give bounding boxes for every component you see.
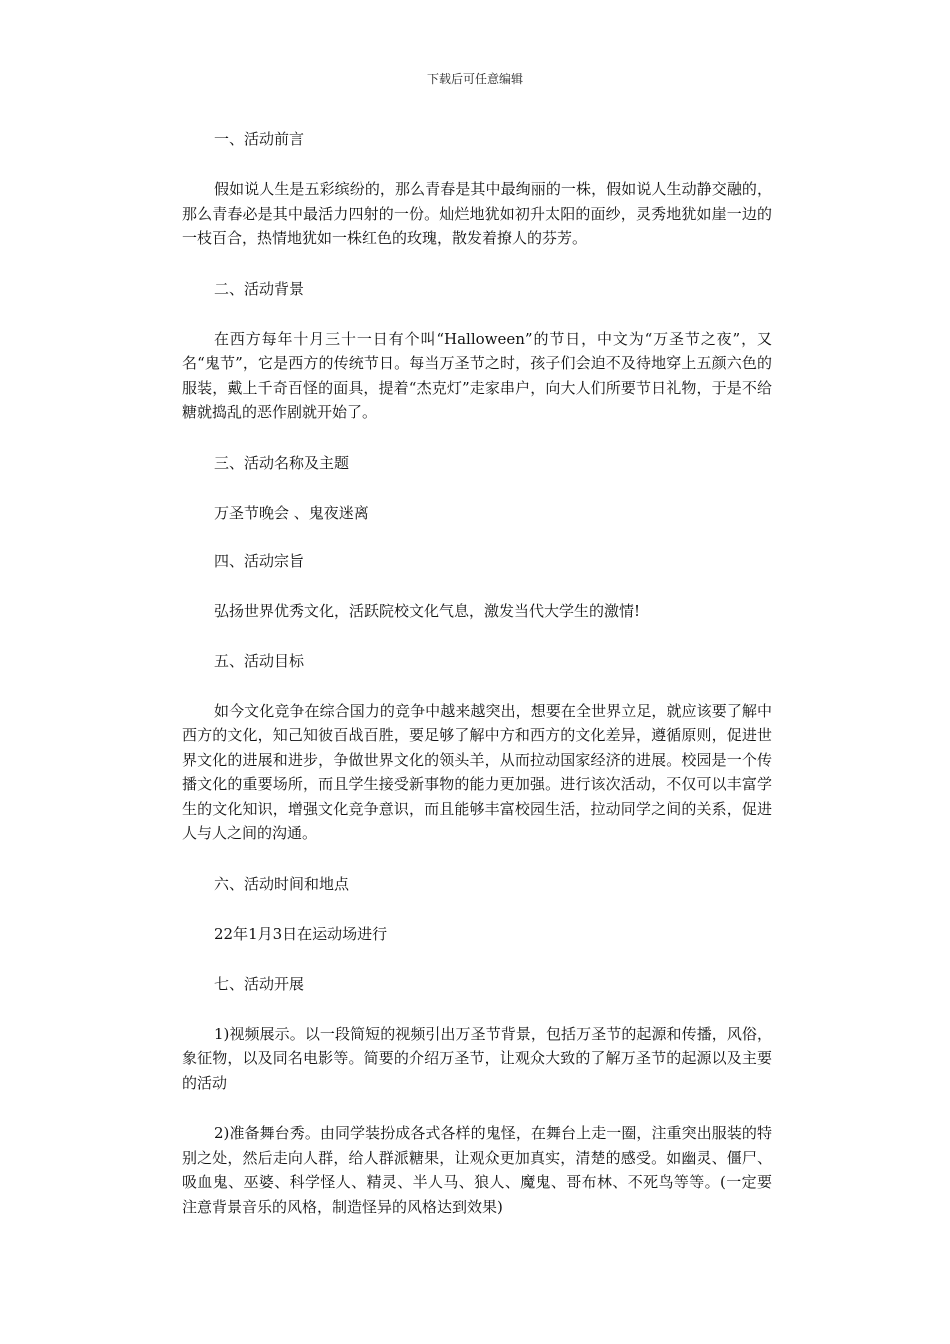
section-6-body: 22年1月3日在运动场进行: [214, 924, 388, 943]
section-1-title: 一、活动前言: [214, 130, 305, 148]
section-5-title: 五、活动目标: [214, 651, 305, 670]
section-4-title: 四、活动宗旨: [214, 551, 305, 570]
document-body: [182, 127, 772, 1245]
section-2-title: 二、活动背景: [214, 279, 305, 298]
page-header: 下载后可任意编辑: [426, 72, 523, 86]
section-3-title: 三、活动名称及主题: [214, 453, 350, 472]
section-7-item-1: 1)视频展示。以一段简短的视频引出万圣节背景，包括万圣节的起源和传播，风俗，象征物，以及同名电影等。简要的介绍万圣节，让观众大致的了解万圣节的起源以及主要的活动: [182, 1024, 772, 1092]
section-3-body: 万圣节晚会 、鬼夜迷离: [214, 503, 369, 522]
section-2-body: 在西方每年十月三十一日有个叫“Halloween”的节日，中文为“万圣节之夜”，又名“鬼节”，它是西方的传统节日。每当万圣节之时，孩子们会迫不及待地穿上五颜六色的服装，戴上千奇百怪的面具，提着“杰克灯”走家串户，向大人们所要节日礼物，于是不给糖就捣乱的恶作剧就开始了。: [182, 329, 772, 421]
section-1-body: 假如说人生是五彩缤纷的，那么青春是其中最绚丽的一株，假如说人生动静交融的，那么青春必是其中最活力四射的一份。灿烂地犹如初升太阳的面纱，灵秀地犹如崖一边的一枝百合，热情地犹如一株红色的玫瑰，散发着撩人的芬芳。: [182, 180, 772, 247]
section-5-body: 如今文化竞争在综合国力的竞争中越来越突出，想要在全世界立足，就应该要了解中西方的文化，知己知彼百战百胜，要足够了解中方和西方的文化差异，遵循原则，促进世界文化的进展和进步，争做世界文化的领头羊，从而拉动国家经济的进展。校园是一个传播文化的重要场所，而且学生接受新事物的能力更加强。进行该次活动，不仅可以丰富学生的文化知识，增强文化竞争意识，而且能够丰富校园生活，拉动同学之间的关系，促进人与人之间的沟通。: [182, 701, 772, 842]
section-6-title: 六、活动时间和地点: [214, 874, 350, 893]
section-7-item-2: 2)准备舞台秀。由同学装扮成各式各样的鬼怪，在舞台上走一圈，注重突出服装的特别之处，然后走向人群，给人群派糖果，让观众更加真实，清楚的感受。如幽灵、僵尸、吸血鬼、巫婆、科学怪人、精灵、半人马、狼人、魔鬼、哥布林、不死鸟等等。(一定要注意背景音乐的风格，制造怪异的风格达到效果): [182, 1124, 772, 1216]
section-7-title: 七、活动开展: [214, 974, 305, 993]
section-4-body: 弘扬世界优秀文化，活跃院校文化气息，激发当代大学生的激情!: [214, 601, 641, 620]
